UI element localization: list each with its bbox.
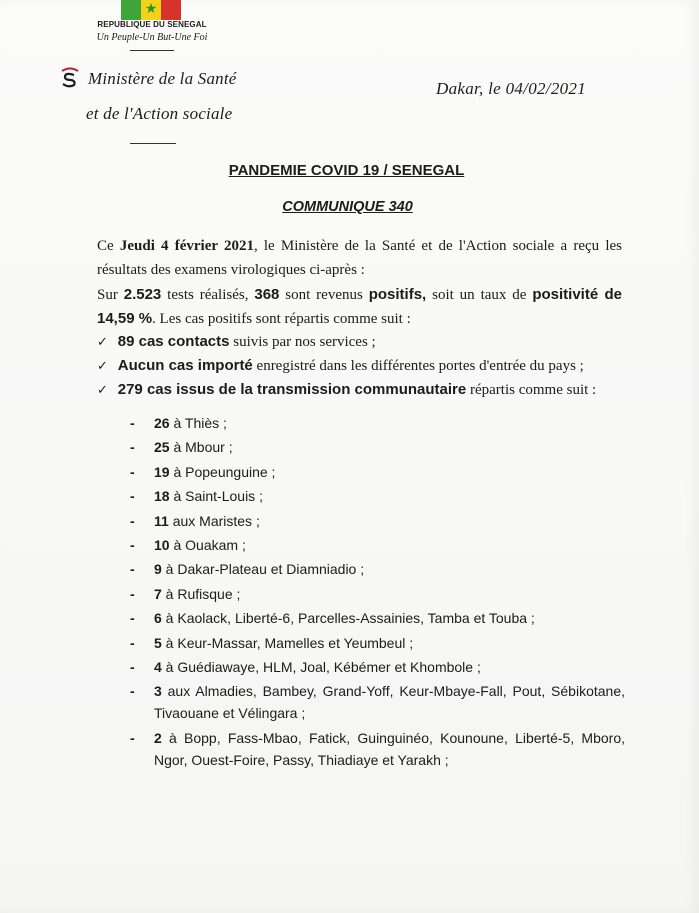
list-item: ✓ 89 cas contacts suivis par nos services ; bbox=[97, 330, 627, 354]
divider bbox=[130, 50, 174, 51]
ministry-name-line2: et de l'Action sociale bbox=[86, 104, 233, 123]
senegal-flag-icon: ★ bbox=[121, 0, 181, 20]
check-mark-icon: ✓ bbox=[97, 335, 108, 350]
localities-list bbox=[130, 412, 625, 773]
list-item: - 10 à Ouakam ; bbox=[130, 536, 246, 553]
list-item: - 18 à Saint-Louis ; bbox=[130, 488, 263, 505]
list-item: - 19 à Popeunguine ; bbox=[130, 463, 276, 480]
list-item: - 6 à Kaolack, Liberté-6, Parcelles-Assainies, Tamba et Touba ; bbox=[130, 610, 535, 627]
list-item: ✓ Aucun cas importé enregistré dans les différentes portes d'entrée du pays ; bbox=[97, 354, 627, 378]
list-item: - 7 à Rufisque ; bbox=[130, 585, 241, 602]
check-mark-icon: ✓ bbox=[97, 383, 108, 398]
check-mark-icon: ✓ bbox=[97, 359, 108, 374]
list-item: - 3 aux Almadies, Bambey, Grand-Yoff, Keur-Mbaye-Fall, Pout, Sébikotane, Tivaouane et Vélingara ; bbox=[130, 683, 625, 722]
stats-paragraph: Sur 2.523 tests réalisés, 368 sont revenus positifs, soit un taux de positivité de 14,59 %. Les cas positifs sont répartis comme suit : bbox=[97, 286, 623, 327]
list-item: - 4 à Guédiawaye, HLM, Joal, Kébémer et Khombole ; bbox=[130, 658, 481, 675]
list-item: - 9 à Dakar-Plateau et Diamniadio ; bbox=[130, 561, 365, 578]
ministry-logo-icon bbox=[59, 66, 81, 88]
list-item: - 11 aux Maristes ; bbox=[130, 512, 260, 529]
national-motto: Un Peuple-Un But-Une Foi bbox=[96, 32, 208, 43]
ministry-name-line1: Ministère de la Santé bbox=[88, 69, 237, 88]
divider bbox=[130, 143, 176, 144]
page-title: PANDEMIE COVID 19 / SENEGAL bbox=[228, 162, 465, 179]
intro-paragraph: Ce Jeudi 4 février 2021, le Ministère de la Santé et de l'Action sociale a reçu les résultats des examens virologiques ci-après : bbox=[97, 238, 622, 278]
document-date: Dakar, le 04/02/2021 bbox=[436, 79, 587, 98]
communique-number: COMMUNIQUE 340 bbox=[282, 199, 413, 215]
summary-list bbox=[97, 330, 627, 402]
list-item: - 2 à Bopp, Fass-Mbao, Fatick, Guinguinéo, Kounoune, Liberté-5, Mboro, Ngor, Ouest-Foire, Passy, Thiadiaye et Yarakh ; bbox=[130, 729, 625, 768]
list-item: - 5 à Keur-Massar, Mamelles et Yeumbeul ; bbox=[130, 634, 414, 651]
list-item: - 26 à Thiès ; bbox=[130, 415, 227, 431]
list-item: ✓ 279 cas issus de la transmission communautaire répartis comme suit : bbox=[97, 378, 627, 402]
list-item: - 25 à Mbour ; bbox=[130, 439, 233, 456]
republic-label: REPUBLIQUE DU SENEGAL bbox=[97, 20, 207, 29]
